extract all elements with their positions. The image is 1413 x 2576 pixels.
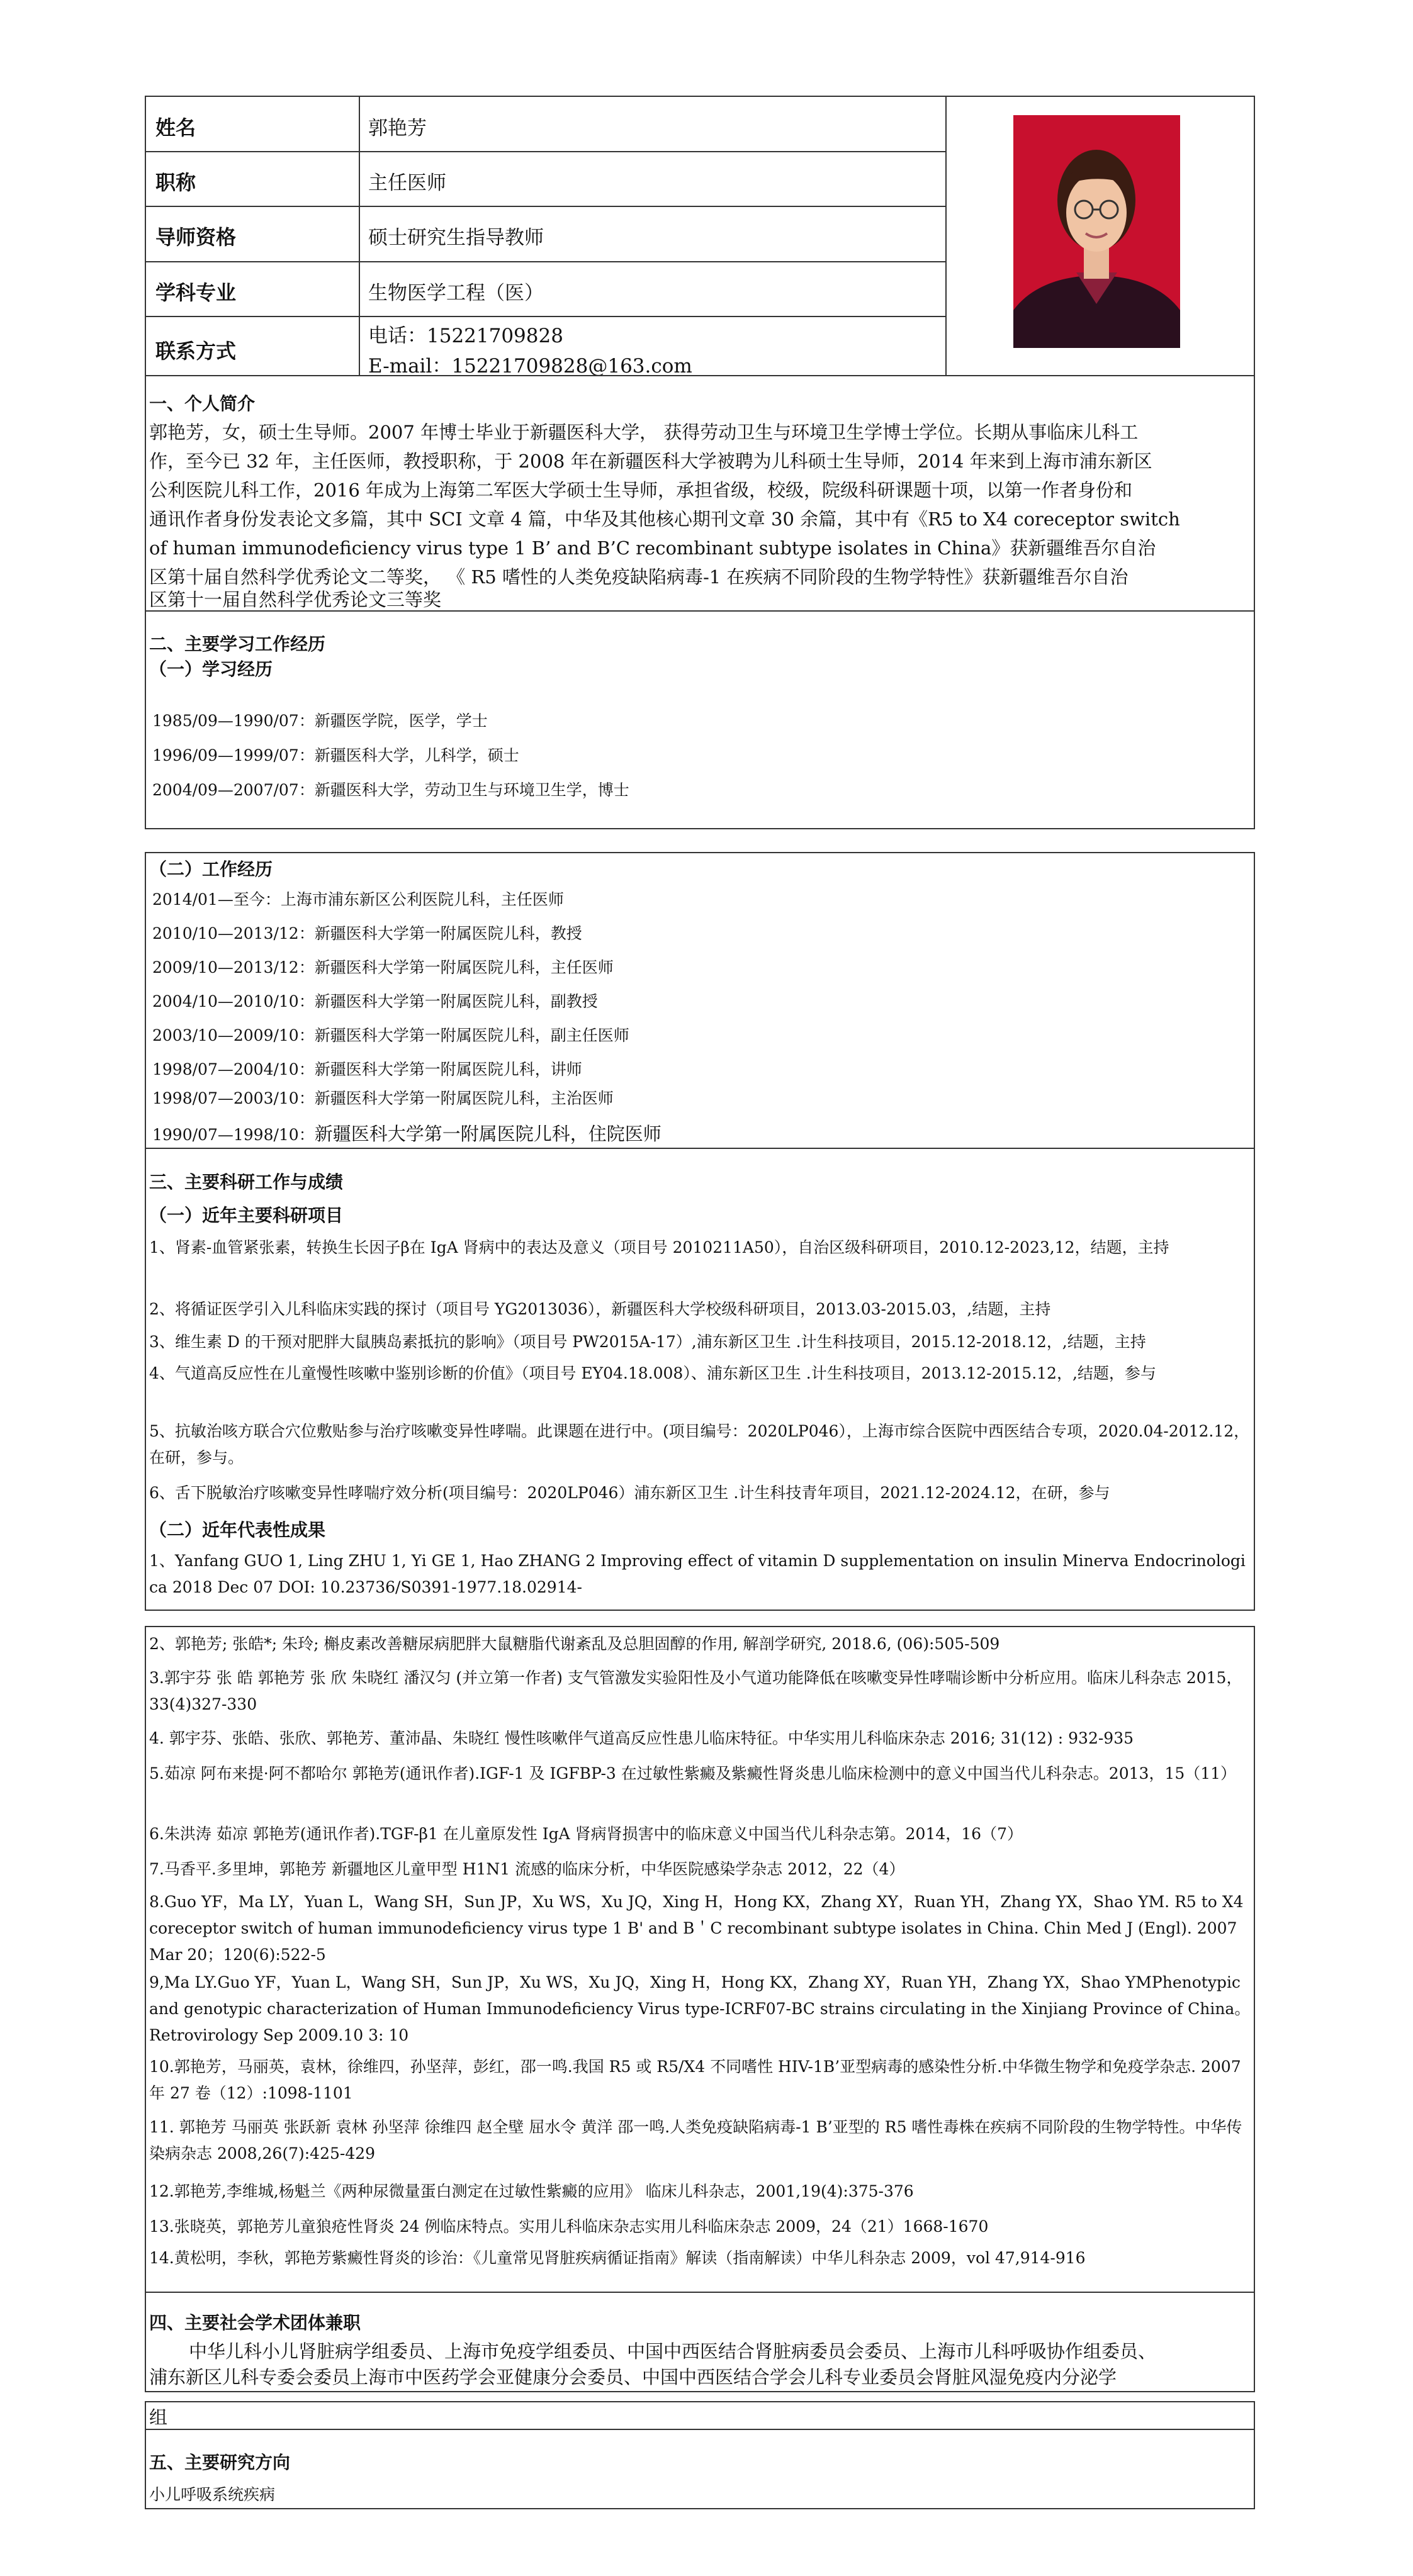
pub-8: 8.Guo YF，Ma LY，Yuan L，Wang SH，Sun JP，Xu WS，Xu JQ，Xing H，Hong KX，Zhang XY，Ruan YH，Zhang YX，Shao YM. R5 to X4 coreceptor switch of human immunodeficiency virus type 1 B' and B＇C recombinant subtype isolates in China. Chin Med J (Engl). 2007 Mar 20；120(6):522-5 [149, 1893, 1244, 1964]
work-item-8-text: 新疆医科大学第一附属医院儿科，住院医师 [314, 1123, 661, 1145]
major-label: 学科专业 [155, 281, 237, 305]
education-item-1: 1985/09—1990/07：新疆医学院，医学，学士 [152, 712, 488, 730]
pub-1: 1、Yanfang GUO 1, Ling ZHU 1, Yi GE 1, Hao ZHANG 2 Improving effect of vitamin D supplementation on insulin Minerva Endocrinologica 2018 Dec 07 DOI: 10.23736/S0391-1977.18.02914- [149, 1552, 1246, 1596]
pub-9: 9,Ma LY.Guo YF，Yuan L，Wang SH，Sun JP，Xu WS，Xu JQ，Xing H，Hong KX，Zhang XY，Ruan YH，Zhang YX，Shao YMPhenotypic and genotypic characterization of Human Immunodeficiency Virus type-ⅠCRF07-BC strains circulating in the Xinjiang Province of China。Retrovirology Sep 2009.10 3: 10 [149, 1973, 1251, 2044]
direction-heading: 五、主要研究方向 [149, 2452, 291, 2473]
supervisor-value: 硕士研究生指导教师 [368, 227, 544, 249]
intro-line-2: 作，至今已 32 年，主任医师，教授职称，于 2008 年在新疆医科大学被聘为儿科硕士生导师，2014 年来到上海市浦东新区 [149, 451, 1152, 472]
project-3: 3、维生素 D 的干预对肥胖大鼠胰岛素抵抗的影响》（项目号 PW2015A-17）,浦东新区卫生 .计生科技项目，2015.12-2018.12，,结题，主持 [149, 1333, 1146, 1351]
pub-14: 14.黄松明，李秋，郭艳芳紫癜性肾炎的诊治：《儿童常见肾脏疾病循证指南》解读（指南解读）中华儿科杂志 2009，vol 47,914-916 [149, 2249, 1086, 2267]
intro-line-4: 通讯作者身份发表论文多篇，其中 SCI 文章 4 篇，中华及其他核心期刊文章 30 余篇，其中有《R5 to X4 coreceptor switch [149, 508, 1180, 530]
pubs-subheading: （二）近年代表性成果 [149, 1520, 326, 1540]
work-subheading: （二）工作经历 [149, 859, 273, 880]
work-item-8-date: 1990/07—1998/10： [152, 1126, 315, 1144]
work-item-4: 2004/10—2010/10：新疆医科大学第一附属医院儿科，副教授 [152, 992, 598, 1011]
pub-3: 3.郭宇芬 张 皓 郭艳芳 张 欣 朱晓红 潘汉匀 (并立第一作者) 支气管激发实验阳性及小气道功能降低在咳嗽变异性哮喘诊断中分析应用。临床儿科杂志 2015，33(4)327-330 [149, 1669, 1242, 1713]
intro-line-6: 区第十届自然科学优秀论文二等奖， 《 R5 嗜性的人类免疫缺陷病毒-1 在疾病不同阶段的生物学特性》获新疆维吾尔自治 [149, 566, 1129, 588]
societies-heading: 四、主要社会学术团体兼职 [149, 2312, 361, 2333]
education-item-2: 1996/09—1999/07：新疆医科大学，儿科学，硕士 [152, 746, 519, 764]
pub-2: 2、郭艳芳; 张皓*; 朱玲; 槲皮素改善糖尿病肥胖大鼠糖脂代谢紊乱及总胆固醇的作用, 解剖学研究, 2018.6, (06):505-509 [149, 1635, 1000, 1653]
title-value: 主任医师 [368, 172, 446, 194]
profile-photo [1013, 115, 1180, 348]
work-item-3: 2009/10—2013/12：新疆医科大学第一附属医院儿科，主任医师 [152, 958, 614, 977]
intro-line-3: 公利医院儿科工作，2016 年成为上海第二军医大学硕士生导师，承担省级，校级，院级科研课题十项，以第一作者身份和 [149, 479, 1133, 501]
phone-value: 电话：15221709828 [368, 325, 563, 347]
title-label: 职称 [155, 171, 196, 194]
major-value: 生物医学工程（医） [368, 282, 544, 305]
education-subheading: （一）学习经历 [149, 659, 273, 680]
societies-continuation [145, 2401, 1255, 2430]
societies-line-3: 组 [149, 2407, 168, 2428]
name-label: 姓名 [155, 116, 196, 140]
pub-12: 12.郭艳芳,李维城,杨魁兰《两种尿微量蛋白测定在过敏性紫癜的应用》 临床儿科杂志，2001,19(4):375-376 [149, 2182, 914, 2200]
project-5: 5、抗敏治咳方联合穴位敷贴参与治疗咳嗽变异性哮喘。此课题在进行中。(项目编号：2020LP046），上海市综合医院中西医结合专项，2020.04-2012.12，在研，参与。 [149, 1422, 1250, 1467]
portrait-image [1013, 115, 1180, 348]
pub-11: 11. 郭艳芳 马丽英 张跃新 袁林 孙坚萍 徐维四 赵全壁 屈水令 黄洋 邵一鸣.人类免疫缺陷病毒-1 B’亚型的 R5 嗜性毒株在疾病不同阶段的生物学特性。中华传染病杂志 2008,26(7):425-429 [149, 2118, 1242, 2163]
education-heading: 二、主要学习工作经历 [149, 634, 326, 654]
project-2: 2、将循证医学引入儿科临床实践的探讨（项目号 YG2013036），新疆医科大学校级科研项目，2013.03-2015.03，,结题，主持 [149, 1300, 1051, 1318]
work-item-8 [152, 1120, 661, 1146]
email-value: E-mail：15221709828@163.com [368, 355, 692, 378]
pub-4: 4. 郭宇芬、张皓、张欣、郭艳芳、董沛晶、朱晓红 慢性咳嗽伴气道高反应性患儿临床特征。中华实用儿科临床杂志 2016; 31(12) : 932-935 [149, 1729, 1134, 1747]
pub-6: 6.朱洪涛 茹凉 郭艳芳(通讯作者).TGF-β1 在儿童原发性 IgA 肾病肾损害中的临床意义中国当代儿科杂志第。2014，16（7） [149, 1825, 1023, 1843]
work-item-7: 1998/07—2003/10：新疆医科大学第一附属医院儿科，主治医师 [152, 1089, 614, 1107]
project-1: 1、肾素-血管紧张素，转换生长因子β在 IgA 肾病中的表达及意义（项目号 2010211A50），自治区级科研项目，2010.12-2023,12，结题，主持 [149, 1238, 1169, 1257]
pub-13: 13.张晓英，郭艳芳儿童狼疮性肾炎 24 例临床特点。实用儿科临床杂志实用儿科临床杂志 2009，24（21）1668-1670 [149, 2217, 989, 2236]
work-item-1: 2014/01—至今：上海市浦东新区公利医院儿科，主任医师 [152, 890, 564, 909]
projects-subheading: （一）近年主要科研项目 [149, 1205, 344, 1226]
direction-text: 小儿呼吸系统疾病 [149, 2485, 276, 2504]
intro-line-5: of human immunodeficiency virus type 1 B’ and B’C recombinant subtype isolates in China》获新疆维吾尔自治 [149, 537, 1156, 559]
work-item-5: 2003/10—2009/10：新疆医科大学第一附属医院儿科，副主任医师 [152, 1026, 629, 1044]
contact-label: 联系方式 [155, 339, 237, 363]
pub-10: 10.郭艳芳，马丽英，袁林，徐维四，孙坚萍，彭红，邵一鸣.我国 R5 或 R5/X4 不同嗜性 HIV-1B’亚型病毒的感染性分析.中华微生物学和免疫学杂志. 2007 年 27 卷（12）:1098-1101 [149, 2058, 1241, 2102]
pub-5: 5.茹凉 阿布来提·阿不都哈尔 郭艳芳(通讯作者).IGF-1 及 IGFBP-3 在过敏性紫癜及紫癜性肾炎患儿临床检测中的意义中国当代儿科杂志。2013，15（11） [149, 1764, 1237, 1783]
education-item-3: 2004/09—2007/07：新疆医科大学，劳动卫生与环境卫生学，博士 [152, 781, 629, 799]
name-value: 郭艳芳 [368, 117, 427, 140]
work-item-2: 2010/10—2013/12：新疆医科大学第一附属医院儿科，教授 [152, 924, 582, 943]
research-heading: 三、主要科研工作与成绩 [149, 1172, 344, 1192]
societies-line-1: 中华儿科小儿肾脏病学组委员、上海市免疫学组委员、中国中西医结合肾脏病委员会委员、上海市儿科呼吸协作组委员、 [189, 2341, 1157, 2362]
direction-section [145, 2429, 1255, 2509]
pub-7: 7.马香平.多里坤，郭艳芳 新疆地区儿童甲型 H1N1 流感的临床分析，中华医院感染学杂志 2012，22（4） [149, 1860, 905, 1878]
intro-line-7: 区第十一届自然科学优秀论文三等奖 [149, 589, 442, 610]
project-6: 6、舌下脱敏治疗咳嗽变异性哮喘疗效分析(项目编号：2020LP046）浦东新区卫生 .计生科技青年项目，2021.12-2024.12，在研，参与 [149, 1484, 1110, 1502]
societies-line-2: 浦东新区儿科专委会委员上海市中医药学会亚健康分会委员、中国中西医结合学会儿科专业委员会肾脏风湿免疫内分泌学 [149, 2366, 1117, 2388]
supervisor-label: 导师资格 [155, 225, 237, 249]
intro-line-1: 郭艳芳，女，硕士生导师。2007 年博士毕业于新疆医科大学， 获得劳动卫生与环境卫生学博士学位。长期从事临床儿科工 [149, 422, 1139, 443]
project-4: 4、气道高反应性在儿童慢性咳嗽中鉴别诊断的价值》（项目号 EY04.18.008）、浦东新区卫生 .计生科技项目，2013.12-2015.12，,结题，参与 [149, 1364, 1156, 1382]
work-item-6: 1998/07—2004/10：新疆医科大学第一附属医院儿科，讲师 [152, 1060, 582, 1078]
intro-heading: 一、个人简介 [149, 393, 256, 414]
